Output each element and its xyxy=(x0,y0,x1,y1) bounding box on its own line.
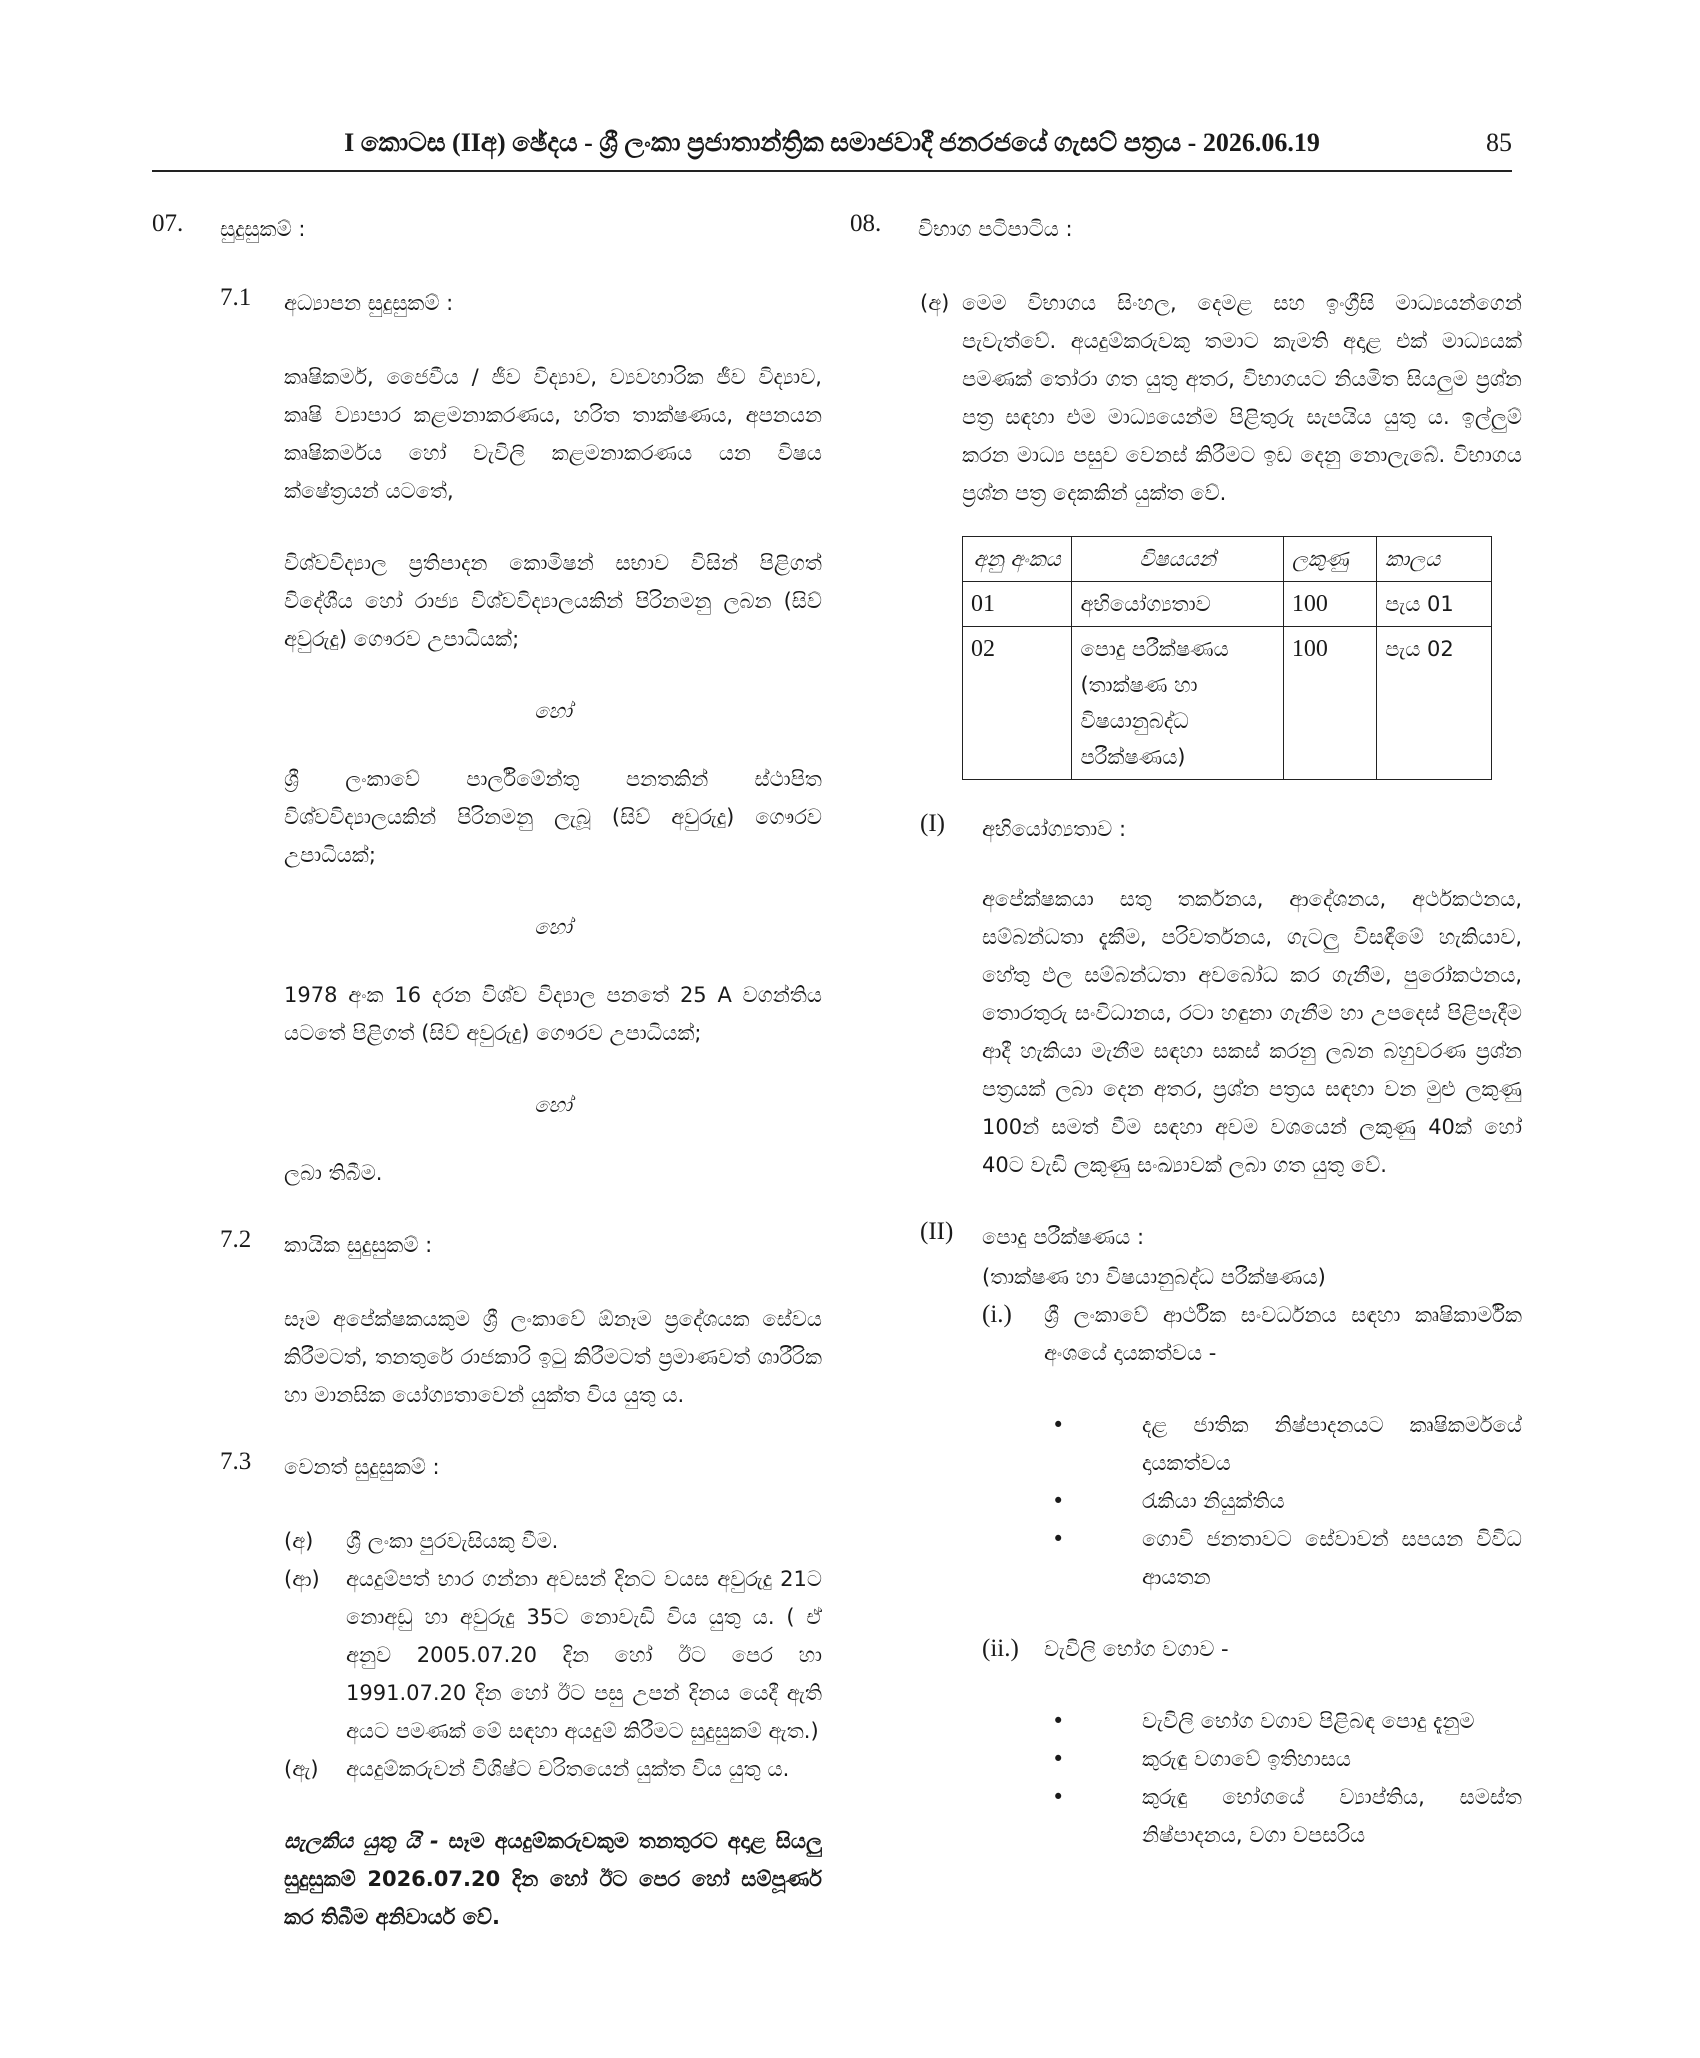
section-number: (I) xyxy=(920,810,945,837)
page-number: 85 xyxy=(1486,128,1512,157)
left-column xyxy=(152,210,822,1936)
item-text: ශ්‍රී ලංකා පුරවැසියකු වීම. xyxy=(346,1529,559,1553)
exam-table xyxy=(962,536,1492,780)
table-header: කාලය xyxy=(1377,537,1492,582)
or-separator: හෝ xyxy=(534,1093,572,1117)
bullet-list-ii xyxy=(1052,1702,1522,1854)
item-text: මෙම විභාගය සිංහල, දෙමළ සහ ඉංග්‍රීසි මාධ්‍යයන්ගෙන් පැවැත්වේ. අයදුම්කරුවකු තමාට කැමති අදාළ එක් මාධ්‍යයක් පමණක් තෝරා ගත යුතු අතර, විභාගයට නියමිත සියලුම ප්‍රශ්න පත්‍ර සඳහා එම මාධ්‍යයෙන්ම පිළිතුරු සැපයිය යුතු ය. ඉල්ලුම් කරන මාධ්‍ය පසුව වෙනස් කිරීමට ඉඩ දෙනු නොලැබේ. විභාගය ප්‍රශ්න පත්‍ර දෙකකින් යුක්ත වේ. xyxy=(962,291,1522,505)
bullet-icon: • xyxy=(1052,1413,1065,1437)
table-cell: 100 xyxy=(1283,627,1376,780)
paragraph: සෑම අපේක්ෂකයකුම ශ්‍රී ලංකාවේ ඕනෑම ප්‍රදේශයක සේවය කිරීමටත්, තනතුරේ රාජකාරි ඉටු කිරීමටත් ප්‍රමාණවත් ශාරීරික හා මානසික යෝග්‍යතාවෙන් යුක්ත විය යුතු ය. xyxy=(284,1307,822,1407)
section-heading: පොදු පරීක්ෂණය : xyxy=(982,1225,1145,1249)
bullet-icon: • xyxy=(1052,1489,1065,1513)
item-marker: (අ) xyxy=(920,291,950,315)
list-item xyxy=(284,1522,822,1560)
item-marker: (ඇ) xyxy=(284,1757,319,1781)
table-cell: 02 xyxy=(963,627,1072,780)
general-test-heading xyxy=(920,1218,1522,1258)
bullet-icon: • xyxy=(1052,1785,1065,1809)
note-text: සෑම අයදුම්කරුවකුම තනතුරට අදාළ සියලු සුදුසුකම් 2026.07.20 දින හෝ ඊට පෙර හෝ සම්පූර්ණ කර තිබීම අනිවාර්ය වේ. xyxy=(284,1829,823,1929)
list-item xyxy=(1052,1778,1522,1854)
aptitude-paragraph: අපේක්ෂකයා සතු තර්කනය, ආදේශනය, අර්ථකථනය, සම්බන්ධතා දැකීම, පරිවර්තනය, ගැටලු විසඳීමේ හැකියාව, හේතු ඵල සම්බන්ධතා අවබෝධ කර ගැනීම, පුරෝකථනය, තොරතුරු සංවිධානය, රටා හඳුනා ගැනීම හා උපදෙස් පිළිපැදීම ආදී හැකියා මැනීම සඳහා සකස් කරනු ලබන බහුවරණ ප්‍රශ්න පත්‍රයක් ලබා දෙන අතර, ප්‍රශ්න පත්‍රය සඳහා වන මුළු ලකුණු 100න් සමත් වීම සඳහා අවම වශයෙන් ලකුණු 40ක් හෝ 40ට වැඩි ලකුණු සංඛ්‍යාවක් ලබා ගත යුතු වේ. xyxy=(982,887,1522,1177)
section-heading: කායික සුදුසුකම් : xyxy=(284,1233,433,1257)
section-heading: වෙනත් සුදුසුකම් : xyxy=(284,1455,440,1479)
important-note xyxy=(284,1822,822,1936)
bullet-text: කුරුඳු වගාවේ ඉතිහාසය xyxy=(1142,1747,1351,1771)
or-separator: හෝ xyxy=(534,915,572,939)
section-7-3-heading xyxy=(220,1448,822,1488)
item-text: අයදුම්පත් භාර ගන්නා අවසන් දිනට වයස අවුරුදු 21ට නොඅඩු හා අවුරුදු 35ට නොවැඩි විය යුතු ය. ( ඒ අනුව 2005.07.20 දින හෝ ඊට පෙර හා 1991.07.20 දින හෝ ඊට පසු උපන් දිනය යෙදී ඇති අයට පමණක් මේ සඳහා අයදුම් කිරීමට සුදුසුකම් ඇත.) xyxy=(346,1567,822,1743)
sub-item-ii xyxy=(982,1630,1522,1668)
section-heading: විභාග පටිපාටිය : xyxy=(918,217,1073,241)
section-number: 7.2 xyxy=(220,1226,252,1253)
paragraph: විශ්වවිද්‍යාල ප්‍රතිපාදන කොමිෂන් සභාව විසින් පිළිගත් විදේශීය හෝ රාජ්‍ය විශ්වවිද්‍යාලයකින් පිරිනමනු ලබන (සිව් අවුරුදු) ගෞරව උපාධියක්; xyxy=(284,551,822,651)
or-separator: හෝ xyxy=(534,699,572,723)
list-item xyxy=(1052,1520,1522,1596)
table-row xyxy=(963,627,1492,780)
sub-item-i xyxy=(982,1296,1522,1372)
aptitude-heading xyxy=(920,810,1522,850)
paragraph: 1978 අංක 16 දරන විශ්ව විද්‍යාල පනතේ 25 A වගන්තිය යටතේ පිළිගත් (සිව් අවුරුදු) ගෞරව උපාධියක්; xyxy=(284,983,822,1045)
section-number: 08. xyxy=(850,210,882,237)
section-heading: අභියෝග්‍යතාව : xyxy=(982,817,1127,841)
bullet-text: රැකියා නියුක්තිය xyxy=(1142,1489,1285,1513)
table-header-row xyxy=(963,537,1492,582)
paragraph: කෘෂිකර්ම, ජෛවීය / ජීව විද්‍යාව, ව්‍යවහාරික ජීව විද්‍යාව, කෘෂි ව්‍යාපාර කළමනාකරණය, හරිත තාක්ෂණය, අපනයන කෘෂිකර්මය හෝ වැවිලි කළමනාකරණය යන විෂය ක්ෂේත්‍රයන් යටතේ, xyxy=(284,365,822,503)
physical-qualifications xyxy=(284,1300,822,1414)
item-marker: (ආ) xyxy=(284,1567,320,1591)
education-qualifications xyxy=(284,358,822,1192)
table-header: ලකුණු xyxy=(1283,537,1376,582)
section-08-heading xyxy=(850,210,1522,250)
exam-medium-item xyxy=(920,284,1522,512)
bullet-text: දළ ජාතික නිෂ්පාදනයට කෘෂිකර්මයේ දායකත්වය xyxy=(1142,1413,1522,1475)
note-lead: සැලකිය යුතු යි - xyxy=(284,1829,439,1853)
table-cell: 100 xyxy=(1283,582,1376,627)
right-column xyxy=(850,210,1522,1888)
table-cell: පැය 02 xyxy=(1377,627,1492,780)
table-cell: 01 xyxy=(963,582,1072,627)
bullet-text: කුරුඳු භෝගයේ ව්‍යාප්තිය, සමස්ත නිෂ්පාදනය, වගා වපසරිය xyxy=(1142,1785,1522,1847)
table-row xyxy=(963,582,1492,627)
list-item xyxy=(1052,1740,1522,1778)
bullet-icon: • xyxy=(1052,1709,1065,1733)
item-text: ශ්‍රී ලංකාවේ ආර්ථික සංවර්ධනය සඳහා කෘෂිකාර්මික අංශයේ දායකත්වය - xyxy=(1044,1303,1522,1365)
paragraph: ශ්‍රී ලංකාවේ පාර්ලිමේන්තු පනතකින් ස්ථාපිත විශ්වවිද්‍යාලයකින් පිරිනමනු ලැබූ (සිව් අවුරුදු) ගෞරව උපාධියක්; xyxy=(284,767,822,867)
other-qualifications xyxy=(284,1522,822,1788)
section-07-heading xyxy=(152,210,822,250)
general-test-subtitle: (තාක්ෂණ හා විෂයානුබද්ධ පරීක්ෂණය) xyxy=(982,1265,1326,1289)
table-cell: අභියෝග්‍යතාව xyxy=(1072,582,1283,627)
section-heading: සුදුසුකම් : xyxy=(220,217,306,241)
section-number: 7.3 xyxy=(220,1448,252,1475)
bullet-icon: • xyxy=(1052,1747,1065,1771)
list-item xyxy=(1052,1406,1522,1482)
list-item xyxy=(284,1750,822,1788)
page-header xyxy=(152,128,1512,172)
bullet-list-i xyxy=(1052,1406,1522,1596)
table-header: අනු අංකය xyxy=(963,537,1072,582)
section-heading: අධ්‍යාපන සුදුසුකම් : xyxy=(284,291,454,315)
bullet-icon: • xyxy=(1052,1527,1065,1551)
section-number: (II) xyxy=(920,1218,954,1245)
table-header: විෂයයන් xyxy=(1072,537,1283,582)
table-cell: පොදු පරීක්ෂණය (තාක්ෂණ හා විෂයානුබද්ධ පරීක්ෂණය) xyxy=(1072,627,1283,780)
item-marker: (ii.) xyxy=(982,1635,1019,1662)
list-item xyxy=(1052,1482,1522,1520)
list-item xyxy=(1052,1702,1522,1740)
bullet-text: වැවිලි භෝග වගාව පිළිබඳ පොදු දැනුම xyxy=(1142,1709,1475,1733)
section-7-1-heading xyxy=(220,284,822,324)
bullet-text: ගොවි ජනතාවට සේවාවන් සපයන විවිධ ආයතන xyxy=(1142,1527,1522,1589)
section-number: 7.1 xyxy=(220,284,252,311)
section-7-2-heading xyxy=(220,1226,822,1266)
item-marker: (i.) xyxy=(982,1301,1012,1328)
table-cell: පැය 01 xyxy=(1377,582,1492,627)
item-text: අයදුම්කරුවන් විශිෂ්ට චරිතයෙන් යුක්ත විය යුතු ය. xyxy=(346,1757,790,1781)
header-title: I කොටස (IIඅ) ඡේදය - ශ්‍රී ලංකා ප්‍රජාතාන්ත්‍රික සමාජවාදී ජනරජයේ ගැසට් පත්‍රය - 2026.06.19 xyxy=(344,128,1320,157)
section-number: 07. xyxy=(152,210,184,237)
list-item xyxy=(284,1560,822,1750)
paragraph: ලබා තිබීම. xyxy=(284,1161,383,1185)
item-marker: (අ) xyxy=(284,1529,314,1553)
item-text: වැවිලි භෝග වගාව - xyxy=(1044,1637,1229,1661)
